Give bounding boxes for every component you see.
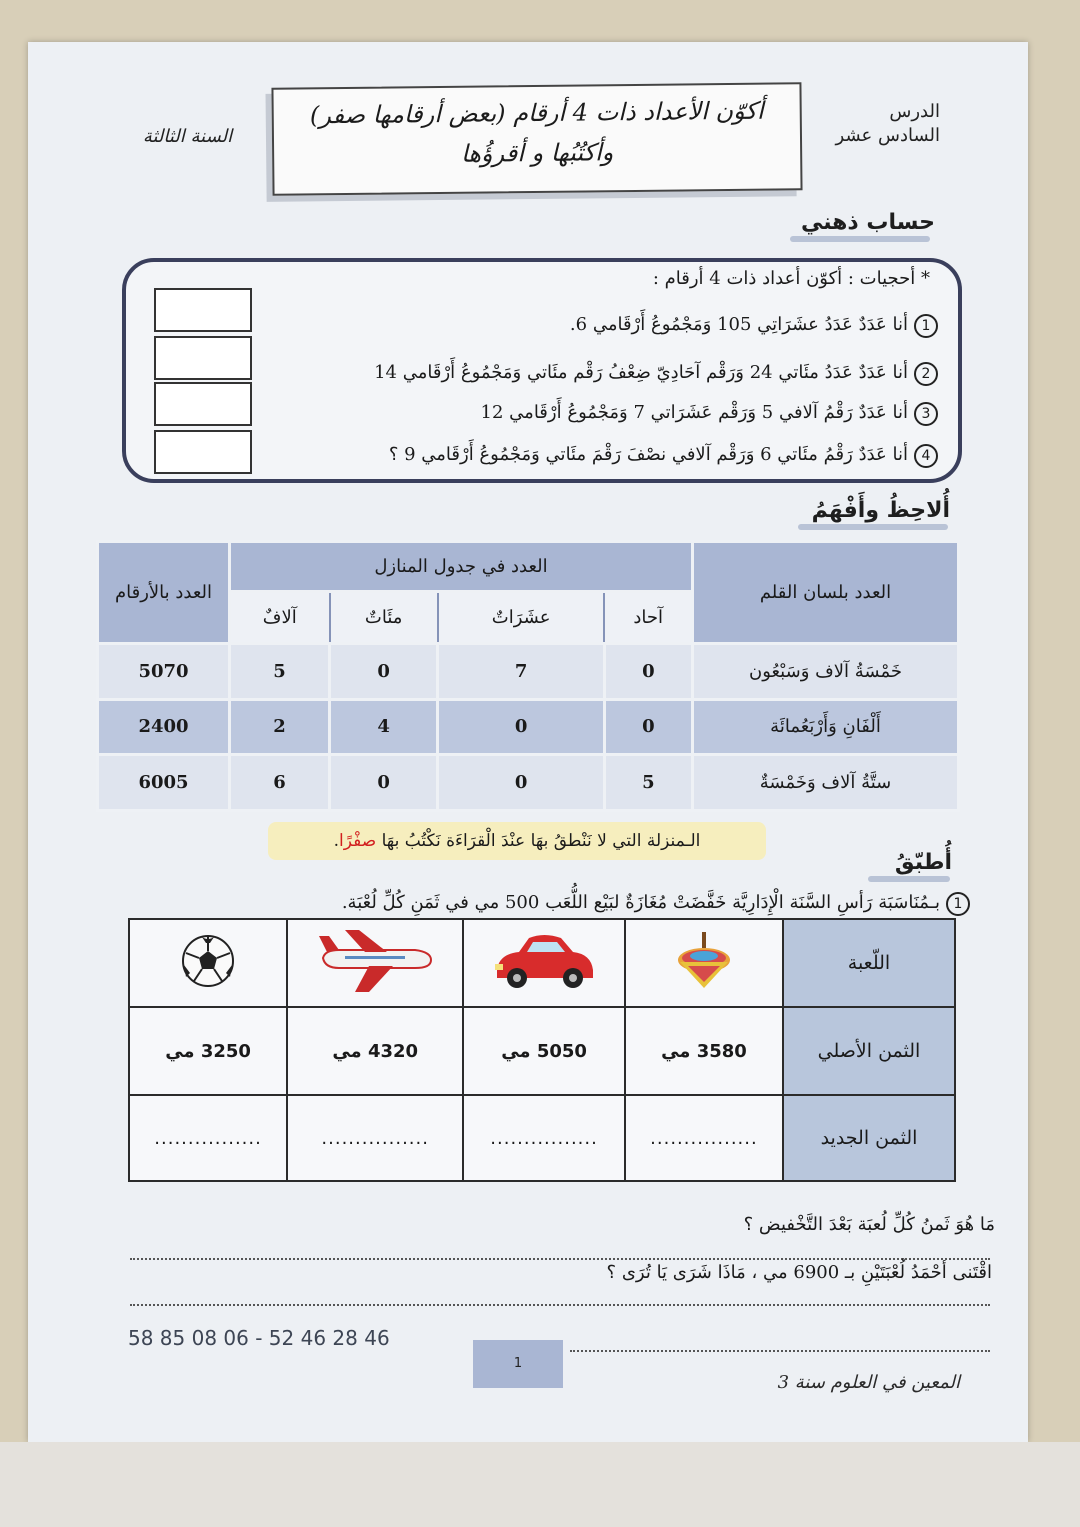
thousands-digit: 6: [230, 755, 330, 811]
note-zero-word: صفْرًا: [339, 831, 377, 851]
riddle-2: [270, 362, 938, 386]
ones-digit: 0: [604, 644, 692, 700]
riddle-number: 4: [914, 444, 938, 468]
tens-digit: 0: [438, 699, 604, 755]
number-digits: 2400: [98, 699, 230, 755]
observe-underline: [798, 524, 948, 530]
new-price-blank[interactable]: ................: [463, 1095, 625, 1181]
toys-price-table: [128, 918, 956, 1180]
riddle-text: أنا عَدَدٌ رَقْمُ مئَاتي 6 وَرَقْم آلافي نصْفَ رَقْمَ مئَاتي وَمَجْمُوعُ أَرْقَامي 9 ؟: [388, 444, 908, 465]
answer-line-2[interactable]: [130, 1304, 990, 1306]
table-row: [98, 644, 959, 700]
answer-line-3[interactable]: [570, 1350, 990, 1352]
riddle-4: [270, 444, 938, 468]
row-head-original-price: الثمن الأصلي: [783, 1007, 955, 1095]
lesson-label: الدرس: [889, 101, 940, 122]
toy-cell: [625, 919, 783, 1007]
question-2: مَا هُوَ ثَمنُ كُلِّ لُعبَة بَعْدَ التَّخْفيض ؟: [743, 1214, 995, 1235]
phone-numbers: 58 85 08 06 - 52 46 28 46: [128, 1326, 390, 1350]
toy-car-icon: [489, 930, 599, 992]
hundreds-digit: 0: [330, 644, 438, 700]
number-words: أَلْفَانِ وَأَرْبَعُمائَة: [693, 699, 959, 755]
hundreds-digit: 0: [330, 755, 438, 811]
table-row: [98, 699, 959, 755]
new-price-blank[interactable]: ................: [129, 1095, 287, 1181]
row-head-toy: اللّعبة: [783, 919, 955, 1007]
book-title: المعين في العلوم سنة 3: [777, 1372, 960, 1393]
place-tens-header: عشَرَاتٌ: [438, 592, 604, 644]
number-digits: 5070: [98, 644, 230, 700]
riddle-number: 2: [914, 362, 938, 386]
new-price-blank[interactable]: ................: [625, 1095, 783, 1181]
col-words-header: العدد بلسان القلم: [693, 542, 959, 644]
question-number: 1: [946, 892, 970, 916]
original-price: 3580 مي: [625, 1007, 783, 1095]
number-words: ستَّةُ آلاف وَخَمْسَةٌ: [693, 755, 959, 811]
lesson-title-line1: أكوّن الأعداد ذات 4 أرقام (بعض أرقامها صفر): [309, 96, 764, 130]
number-digits: 6005: [98, 755, 230, 811]
toy-cell: [287, 919, 463, 1007]
apply-underline: [868, 876, 950, 882]
toy-cell: [463, 919, 625, 1007]
riddles-intro: * أحجيات : أكوّن أعداد ذات 4 أرقام :: [652, 268, 930, 289]
ones-digit: 0: [604, 699, 692, 755]
riddle-text: أنا عَدَدٌ عَدَدُ عشَرَاتِي 105 وَمَجْمُوعُ أَرْقَامي 6.: [569, 314, 908, 335]
riddle-number: 1: [914, 314, 938, 338]
tens-digit: 7: [438, 644, 604, 700]
place-hundreds-header: مئَاتٌ: [330, 592, 438, 644]
new-price-blank[interactable]: ................: [287, 1095, 463, 1181]
row-head-new-price: الثمن الجديد: [783, 1095, 955, 1181]
riddle-number: 3: [914, 402, 938, 426]
desk-surface: [0, 1442, 1080, 1527]
zero-rule-note: [268, 822, 766, 860]
place-thousands-header: آلافٌ: [230, 592, 330, 644]
thousands-digit: 5: [230, 644, 330, 700]
page-number: 1: [473, 1340, 563, 1388]
question-text: بـمُنَاسَبَة رَأسِ السَّنَة الْإِدَارِيَّة خَفَّضَتْ مُغَازَةٌ لبَيْع اللُّعَب 500 مي في ثَمَنِ كُلِّ لُعْبَة.: [341, 892, 940, 913]
answer-box-2[interactable]: [154, 336, 252, 380]
lesson-label-block: [810, 100, 940, 149]
original-price: 5050 مي: [463, 1007, 625, 1095]
place-ones-header: آحاد: [604, 592, 692, 644]
table-row: [98, 755, 959, 811]
answer-box-4[interactable]: [154, 430, 252, 474]
note-period: .: [333, 831, 340, 851]
place-value-table: [96, 540, 960, 812]
answer-box-3[interactable]: [154, 382, 252, 426]
tens-digit: 0: [438, 755, 604, 811]
mental-calc-underline: [790, 236, 930, 242]
spinning-top-icon: [674, 930, 734, 992]
original-price: 4320 مي: [287, 1007, 463, 1095]
apply-heading: أُطبّقُ: [894, 850, 952, 875]
original-price: 3250 مي: [129, 1007, 287, 1095]
question-3: اقْتَنى أحْمَدُ لُعْبَتَيْنِ بـ 6900 مي ، مَاذَا شَرَى يَا تُرَى ؟: [606, 1262, 992, 1283]
thousands-digit: 2: [230, 699, 330, 755]
mental-calc-heading: حساب ذهني: [800, 210, 935, 235]
hundreds-digit: 4: [330, 699, 438, 755]
toy-cell: [129, 919, 287, 1007]
answer-line-1[interactable]: [130, 1258, 990, 1260]
question-1: [200, 892, 970, 916]
ones-digit: 5: [604, 755, 692, 811]
riddle-text: أنا عَدَدٌ عَدَدُ مئَاتي 24 وَرَقْم آحَادِيّ ضِعْفُ رَقْم مئَاتي وَمَجْمُوعُ أَرْقَامي 14: [374, 362, 908, 383]
riddle-3: [270, 402, 938, 426]
lesson-title-box: [271, 82, 802, 196]
note-text: الـمنزلة التي لا نَنْطقُ بهَا عنْدَ الْقرَاءَة نَكْتُبُ بهَا: [381, 831, 701, 851]
lesson-number: السادس عشر: [835, 125, 940, 147]
observe-heading: أُلاحِظُ وأَفْهَمُ: [811, 498, 950, 523]
answer-box-1[interactable]: [154, 288, 252, 332]
riddle-1: [270, 314, 938, 338]
col-digits-header: العدد بالأرقام: [98, 542, 230, 644]
col-table-header: العدد في جدول المنازل: [230, 542, 693, 592]
airplane-icon: [315, 928, 435, 994]
lesson-title-line2: وأكتُبُها و أقرؤُها: [460, 138, 614, 168]
riddle-text: أنا عَدَدٌ رَقْمُ آلافي 5 وَرَقْم عَشَرَاتي 7 وَمَجْمُوعُ أَرْقَامي 12: [480, 402, 908, 423]
grade-label: السنة الثالثة: [142, 126, 233, 147]
soccer-ball-icon: [180, 933, 236, 989]
number-words: خَمْسَةُ آلاف وَسَبْعُون: [693, 644, 959, 700]
